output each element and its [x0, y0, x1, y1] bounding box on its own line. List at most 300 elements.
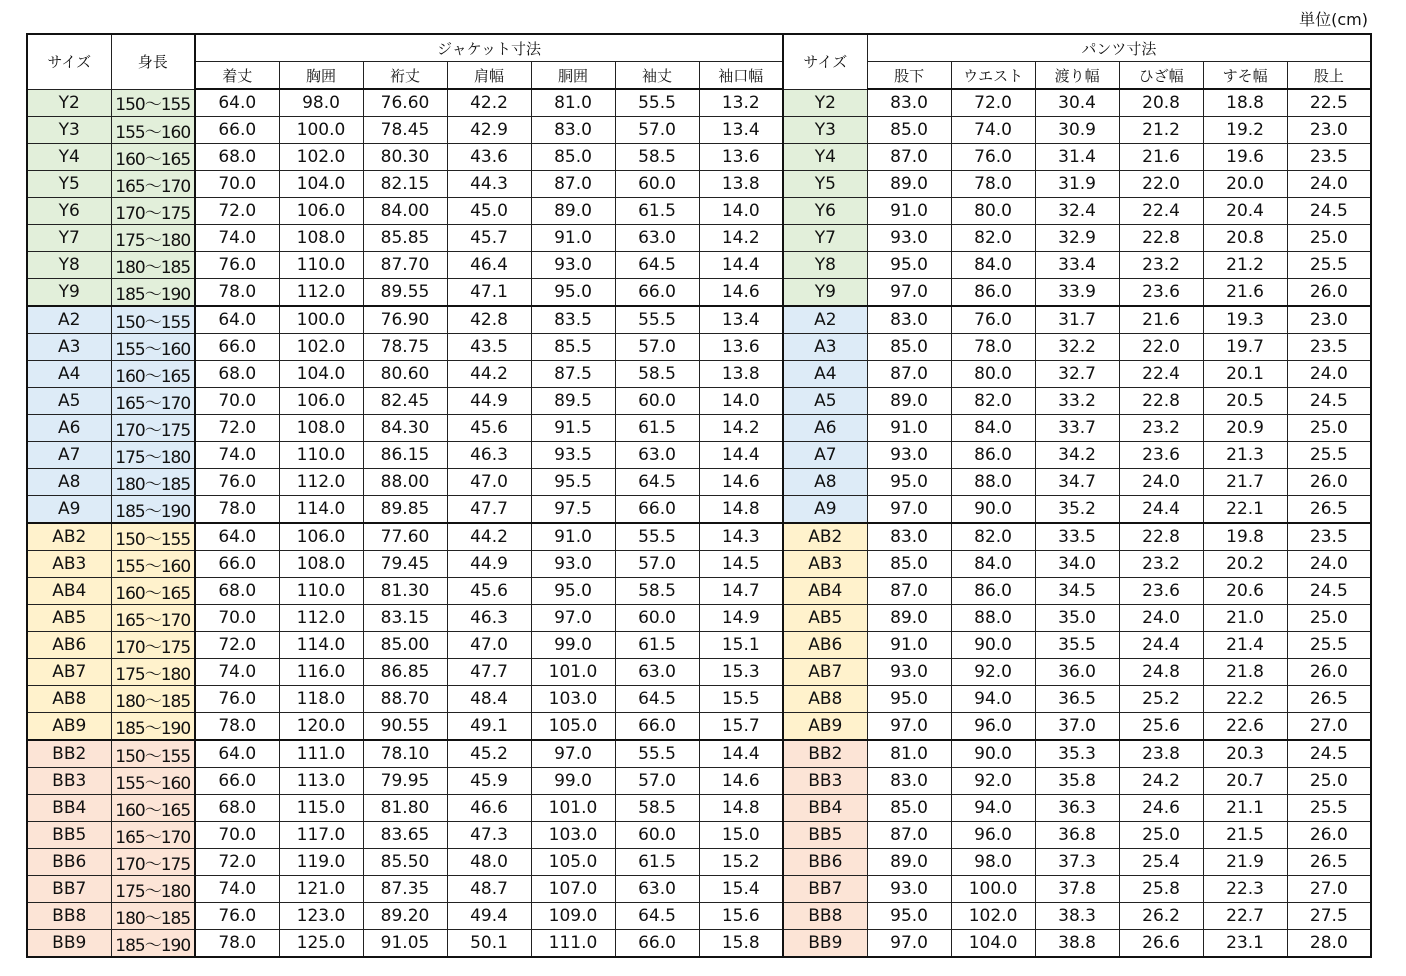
pants-cell: 89.0: [867, 605, 951, 632]
pants-cell: 23.2: [1119, 252, 1203, 279]
table-row: [27, 361, 1371, 388]
pants-cell: 32.4: [1035, 198, 1119, 225]
pants-cell: 37.0: [1035, 713, 1119, 741]
jacket-cell: 61.5: [615, 198, 699, 225]
jacket-cell: 70.0: [195, 605, 279, 632]
jacket-cell: 15.5: [699, 686, 783, 713]
size-cell-pants: A3: [783, 334, 867, 361]
jacket-cell: 15.8: [699, 930, 783, 958]
pants-cell: 22.7: [1203, 903, 1287, 930]
pants-cell: 102.0: [951, 903, 1035, 930]
header-pants-col: ひざ幅: [1119, 62, 1203, 90]
jacket-cell: 45.0: [447, 198, 531, 225]
jacket-cell: 66.0: [615, 496, 699, 524]
jacket-cell: 15.7: [699, 713, 783, 741]
jacket-cell: 15.4: [699, 876, 783, 903]
pants-cell: 31.4: [1035, 144, 1119, 171]
size-cell: A7: [27, 442, 111, 469]
jacket-cell: 85.5: [531, 334, 615, 361]
jacket-cell: 125.0: [279, 930, 363, 958]
table-row: [27, 171, 1371, 198]
pants-cell: 92.0: [951, 768, 1035, 795]
jacket-cell: 76.90: [363, 306, 447, 334]
jacket-cell: 80.60: [363, 361, 447, 388]
pants-cell: 36.5: [1035, 686, 1119, 713]
pants-cell: 34.5: [1035, 578, 1119, 605]
pants-cell: 86.0: [951, 578, 1035, 605]
pants-cell: 84.0: [951, 252, 1035, 279]
header-jacket-col: 袖口幅: [699, 62, 783, 90]
pants-cell: 24.4: [1119, 632, 1203, 659]
size-cell-pants: A2: [783, 306, 867, 334]
pants-cell: 25.5: [1287, 442, 1371, 469]
height-cell: 155～160: [111, 551, 195, 578]
height-cell: 185～190: [111, 713, 195, 741]
size-cell: AB6: [27, 632, 111, 659]
pants-cell: 93.0: [867, 225, 951, 252]
table-row: [27, 768, 1371, 795]
pants-cell: 91.0: [867, 632, 951, 659]
pants-cell: 24.5: [1287, 198, 1371, 225]
pants-cell: 24.8: [1119, 659, 1203, 686]
pants-cell: 90.0: [951, 740, 1035, 768]
height-cell: 160～165: [111, 578, 195, 605]
pants-cell: 32.9: [1035, 225, 1119, 252]
jacket-cell: 89.20: [363, 903, 447, 930]
pants-cell: 34.7: [1035, 469, 1119, 496]
pants-cell: 90.0: [951, 632, 1035, 659]
pants-cell: 30.4: [1035, 89, 1119, 117]
pants-cell: 95.0: [867, 469, 951, 496]
pants-cell: 100.0: [951, 876, 1035, 903]
pants-cell: 93.0: [867, 442, 951, 469]
jacket-cell: 13.8: [699, 171, 783, 198]
height-cell: 165～170: [111, 822, 195, 849]
pants-cell: 22.1: [1203, 496, 1287, 524]
jacket-cell: 42.2: [447, 89, 531, 117]
jacket-cell: 74.0: [195, 659, 279, 686]
pants-cell: 21.0: [1203, 605, 1287, 632]
pants-cell: 32.2: [1035, 334, 1119, 361]
size-cell-pants: BB3: [783, 768, 867, 795]
size-cell-pants: BB4: [783, 795, 867, 822]
jacket-cell: 78.0: [195, 930, 279, 958]
pants-cell: 26.2: [1119, 903, 1203, 930]
pants-cell: 19.8: [1203, 523, 1287, 551]
jacket-cell: 14.3: [699, 523, 783, 551]
pants-cell: 24.5: [1287, 578, 1371, 605]
jacket-cell: 68.0: [195, 578, 279, 605]
height-cell: 180～185: [111, 903, 195, 930]
jacket-cell: 60.0: [615, 605, 699, 632]
pants-cell: 93.0: [867, 659, 951, 686]
pants-cell: 19.2: [1203, 117, 1287, 144]
table-row: [27, 903, 1371, 930]
height-cell: 160～165: [111, 795, 195, 822]
jacket-cell: 123.0: [279, 903, 363, 930]
pants-cell: 97.0: [867, 279, 951, 307]
jacket-cell: 15.6: [699, 903, 783, 930]
height-cell: 165～170: [111, 171, 195, 198]
pants-cell: 35.8: [1035, 768, 1119, 795]
height-cell: 150～155: [111, 523, 195, 551]
jacket-cell: 104.0: [279, 361, 363, 388]
size-cell-pants: Y8: [783, 252, 867, 279]
size-cell-pants: AB9: [783, 713, 867, 741]
jacket-cell: 76.60: [363, 89, 447, 117]
jacket-cell: 87.70: [363, 252, 447, 279]
pants-cell: 94.0: [951, 686, 1035, 713]
height-cell: 175～180: [111, 442, 195, 469]
pants-cell: 83.0: [867, 523, 951, 551]
pants-cell: 25.8: [1119, 876, 1203, 903]
table-row: [27, 523, 1371, 551]
jacket-cell: 63.0: [615, 225, 699, 252]
pants-cell: 95.0: [867, 686, 951, 713]
jacket-cell: 108.0: [279, 225, 363, 252]
jacket-cell: 60.0: [615, 822, 699, 849]
jacket-cell: 47.0: [447, 632, 531, 659]
pants-cell: 35.0: [1035, 605, 1119, 632]
size-cell: AB9: [27, 713, 111, 741]
pants-cell: 36.3: [1035, 795, 1119, 822]
pants-cell: 21.2: [1119, 117, 1203, 144]
header-jacket-col: 袖丈: [615, 62, 699, 90]
pants-cell: 87.0: [867, 144, 951, 171]
jacket-cell: 57.0: [615, 334, 699, 361]
jacket-cell: 112.0: [279, 279, 363, 307]
height-cell: 170～175: [111, 415, 195, 442]
jacket-cell: 74.0: [195, 225, 279, 252]
jacket-cell: 78.10: [363, 740, 447, 768]
jacket-cell: 15.1: [699, 632, 783, 659]
pants-cell: 26.6: [1119, 930, 1203, 958]
jacket-cell: 106.0: [279, 198, 363, 225]
pants-cell: 20.8: [1203, 225, 1287, 252]
pants-cell: 33.2: [1035, 388, 1119, 415]
table-row: [27, 252, 1371, 279]
jacket-cell: 47.7: [447, 659, 531, 686]
jacket-cell: 60.0: [615, 171, 699, 198]
table-row: [27, 849, 1371, 876]
jacket-cell: 72.0: [195, 415, 279, 442]
pants-cell: 25.0: [1287, 225, 1371, 252]
height-cell: 185～190: [111, 279, 195, 307]
table-row: [27, 930, 1371, 958]
header-jacket-col: 肩幅: [447, 62, 531, 90]
pants-cell: 22.0: [1119, 334, 1203, 361]
pants-cell: 23.2: [1119, 551, 1203, 578]
size-cell: BB4: [27, 795, 111, 822]
jacket-cell: 109.0: [531, 903, 615, 930]
jacket-cell: 14.5: [699, 551, 783, 578]
size-cell: A2: [27, 306, 111, 334]
pants-cell: 24.0: [1287, 171, 1371, 198]
pants-cell: 21.6: [1119, 306, 1203, 334]
jacket-cell: 84.30: [363, 415, 447, 442]
pants-cell: 88.0: [951, 469, 1035, 496]
jacket-cell: 66.0: [195, 551, 279, 578]
pants-cell: 34.0: [1035, 551, 1119, 578]
jacket-cell: 95.5: [531, 469, 615, 496]
jacket-cell: 85.50: [363, 849, 447, 876]
jacket-cell: 61.5: [615, 415, 699, 442]
pants-cell: 85.0: [867, 334, 951, 361]
jacket-cell: 72.0: [195, 632, 279, 659]
size-cell-pants: A8: [783, 469, 867, 496]
jacket-cell: 112.0: [279, 605, 363, 632]
height-cell: 180～185: [111, 686, 195, 713]
pants-cell: 31.7: [1035, 306, 1119, 334]
jacket-cell: 80.30: [363, 144, 447, 171]
jacket-cell: 113.0: [279, 768, 363, 795]
height-cell: 155～160: [111, 768, 195, 795]
jacket-cell: 14.7: [699, 578, 783, 605]
height-cell: 160～165: [111, 144, 195, 171]
jacket-cell: 106.0: [279, 388, 363, 415]
pants-cell: 24.6: [1119, 795, 1203, 822]
table-row: [27, 442, 1371, 469]
height-cell: 150～155: [111, 89, 195, 117]
pants-cell: 26.5: [1287, 496, 1371, 524]
jacket-cell: 116.0: [279, 659, 363, 686]
jacket-cell: 55.5: [615, 523, 699, 551]
jacket-cell: 114.0: [279, 496, 363, 524]
jacket-cell: 100.0: [279, 117, 363, 144]
pants-cell: 25.0: [1287, 415, 1371, 442]
pants-cell: 33.5: [1035, 523, 1119, 551]
pants-cell: 20.9: [1203, 415, 1287, 442]
pants-cell: 20.0: [1203, 171, 1287, 198]
jacket-cell: 93.0: [531, 551, 615, 578]
pants-cell: 27.0: [1287, 876, 1371, 903]
jacket-cell: 110.0: [279, 442, 363, 469]
jacket-cell: 104.0: [279, 171, 363, 198]
jacket-cell: 66.0: [615, 713, 699, 741]
jacket-cell: 57.0: [615, 768, 699, 795]
jacket-cell: 82.45: [363, 388, 447, 415]
jacket-cell: 14.2: [699, 225, 783, 252]
size-cell-pants: BB5: [783, 822, 867, 849]
pants-cell: 23.0: [1287, 117, 1371, 144]
pants-cell: 98.0: [951, 849, 1035, 876]
pants-cell: 91.0: [867, 198, 951, 225]
jacket-cell: 99.0: [531, 632, 615, 659]
height-cell: 150～155: [111, 740, 195, 768]
jacket-cell: 45.7: [447, 225, 531, 252]
jacket-cell: 105.0: [531, 713, 615, 741]
pants-cell: 36.8: [1035, 822, 1119, 849]
pants-cell: 83.0: [867, 306, 951, 334]
height-cell: 155～160: [111, 334, 195, 361]
pants-cell: 85.0: [867, 117, 951, 144]
pants-cell: 22.8: [1119, 225, 1203, 252]
pants-cell: 35.3: [1035, 740, 1119, 768]
jacket-cell: 89.0: [531, 198, 615, 225]
size-cell: Y8: [27, 252, 111, 279]
pants-cell: 25.5: [1287, 252, 1371, 279]
height-cell: 150～155: [111, 306, 195, 334]
pants-cell: 21.6: [1203, 279, 1287, 307]
jacket-cell: 86.15: [363, 442, 447, 469]
jacket-cell: 121.0: [279, 876, 363, 903]
pants-cell: 24.0: [1287, 361, 1371, 388]
pants-cell: 86.0: [951, 279, 1035, 307]
pants-cell: 93.0: [867, 876, 951, 903]
jacket-cell: 14.0: [699, 388, 783, 415]
jacket-cell: 79.45: [363, 551, 447, 578]
pants-cell: 97.0: [867, 713, 951, 741]
height-cell: 175～180: [111, 659, 195, 686]
size-cell: Y3: [27, 117, 111, 144]
jacket-cell: 93.5: [531, 442, 615, 469]
jacket-cell: 83.5: [531, 306, 615, 334]
height-cell: 170～175: [111, 849, 195, 876]
jacket-cell: 114.0: [279, 632, 363, 659]
pants-cell: 78.0: [951, 171, 1035, 198]
size-chart-table: [26, 33, 1372, 958]
jacket-cell: 47.3: [447, 822, 531, 849]
jacket-cell: 64.0: [195, 306, 279, 334]
pants-cell: 27.0: [1287, 713, 1371, 741]
jacket-cell: 81.30: [363, 578, 447, 605]
pants-cell: 24.4: [1119, 496, 1203, 524]
jacket-cell: 57.0: [615, 117, 699, 144]
jacket-cell: 93.0: [531, 252, 615, 279]
pants-cell: 87.0: [867, 822, 951, 849]
pants-cell: 22.8: [1119, 523, 1203, 551]
size-cell: AB4: [27, 578, 111, 605]
jacket-cell: 103.0: [531, 686, 615, 713]
pants-cell: 25.0: [1287, 605, 1371, 632]
table-row: [27, 198, 1371, 225]
pants-cell: 31.9: [1035, 171, 1119, 198]
jacket-cell: 14.6: [699, 279, 783, 307]
pants-cell: 25.5: [1287, 632, 1371, 659]
pants-cell: 84.0: [951, 415, 1035, 442]
pants-cell: 76.0: [951, 144, 1035, 171]
jacket-cell: 85.00: [363, 632, 447, 659]
jacket-cell: 58.5: [615, 144, 699, 171]
jacket-cell: 13.6: [699, 144, 783, 171]
size-cell-pants: Y4: [783, 144, 867, 171]
pants-cell: 20.6: [1203, 578, 1287, 605]
size-cell-pants: Y9: [783, 279, 867, 307]
table-row: [27, 605, 1371, 632]
pants-cell: 82.0: [951, 225, 1035, 252]
jacket-cell: 64.5: [615, 252, 699, 279]
pants-cell: 22.4: [1119, 198, 1203, 225]
pants-cell: 72.0: [951, 89, 1035, 117]
jacket-cell: 44.3: [447, 171, 531, 198]
pants-cell: 23.5: [1287, 523, 1371, 551]
jacket-cell: 47.7: [447, 496, 531, 524]
size-cell: Y7: [27, 225, 111, 252]
jacket-cell: 49.4: [447, 903, 531, 930]
jacket-cell: 45.9: [447, 768, 531, 795]
pants-cell: 24.0: [1287, 551, 1371, 578]
jacket-cell: 76.0: [195, 903, 279, 930]
jacket-cell: 45.6: [447, 415, 531, 442]
jacket-cell: 95.0: [531, 578, 615, 605]
table-header: [27, 34, 1371, 89]
jacket-cell: 119.0: [279, 849, 363, 876]
jacket-cell: 79.95: [363, 768, 447, 795]
jacket-cell: 14.8: [699, 795, 783, 822]
jacket-cell: 63.0: [615, 659, 699, 686]
jacket-cell: 97.0: [531, 740, 615, 768]
jacket-cell: 14.2: [699, 415, 783, 442]
jacket-cell: 43.6: [447, 144, 531, 171]
size-cell-pants: AB4: [783, 578, 867, 605]
jacket-cell: 108.0: [279, 415, 363, 442]
size-cell: BB3: [27, 768, 111, 795]
jacket-cell: 68.0: [195, 144, 279, 171]
jacket-cell: 64.0: [195, 89, 279, 117]
pants-cell: 104.0: [951, 930, 1035, 958]
jacket-cell: 66.0: [195, 334, 279, 361]
jacket-cell: 89.5: [531, 388, 615, 415]
jacket-cell: 83.0: [531, 117, 615, 144]
jacket-cell: 49.1: [447, 713, 531, 741]
pants-cell: 22.0: [1119, 171, 1203, 198]
pants-cell: 21.9: [1203, 849, 1287, 876]
jacket-cell: 66.0: [195, 768, 279, 795]
pants-cell: 38.8: [1035, 930, 1119, 958]
jacket-cell: 78.45: [363, 117, 447, 144]
pants-cell: 89.0: [867, 388, 951, 415]
jacket-cell: 64.5: [615, 903, 699, 930]
jacket-cell: 88.70: [363, 686, 447, 713]
jacket-cell: 91.05: [363, 930, 447, 958]
jacket-cell: 46.3: [447, 605, 531, 632]
jacket-cell: 91.5: [531, 415, 615, 442]
pants-cell: 25.0: [1287, 768, 1371, 795]
jacket-cell: 95.0: [531, 279, 615, 307]
table-row: [27, 822, 1371, 849]
header-pants-col: 股上: [1287, 62, 1371, 90]
jacket-cell: 99.0: [531, 768, 615, 795]
size-cell-pants: A9: [783, 496, 867, 524]
pants-cell: 89.0: [867, 849, 951, 876]
pants-cell: 24.5: [1287, 740, 1371, 768]
pants-cell: 96.0: [951, 713, 1035, 741]
jacket-cell: 87.5: [531, 361, 615, 388]
jacket-cell: 82.15: [363, 171, 447, 198]
jacket-cell: 44.9: [447, 388, 531, 415]
jacket-cell: 107.0: [531, 876, 615, 903]
jacket-cell: 78.75: [363, 334, 447, 361]
pants-cell: 20.7: [1203, 768, 1287, 795]
height-cell: 165～170: [111, 388, 195, 415]
table-row: [27, 551, 1371, 578]
size-cell: BB2: [27, 740, 111, 768]
jacket-cell: 117.0: [279, 822, 363, 849]
size-cell: Y5: [27, 171, 111, 198]
header-jacket-col: 胴囲: [531, 62, 615, 90]
jacket-cell: 13.6: [699, 334, 783, 361]
jacket-cell: 66.0: [615, 930, 699, 958]
size-cell-pants: BB9: [783, 930, 867, 958]
pants-cell: 23.6: [1119, 442, 1203, 469]
jacket-cell: 48.7: [447, 876, 531, 903]
size-cell-pants: BB6: [783, 849, 867, 876]
jacket-cell: 61.5: [615, 632, 699, 659]
jacket-cell: 106.0: [279, 523, 363, 551]
jacket-cell: 14.4: [699, 740, 783, 768]
pants-cell: 78.0: [951, 334, 1035, 361]
jacket-cell: 76.0: [195, 686, 279, 713]
